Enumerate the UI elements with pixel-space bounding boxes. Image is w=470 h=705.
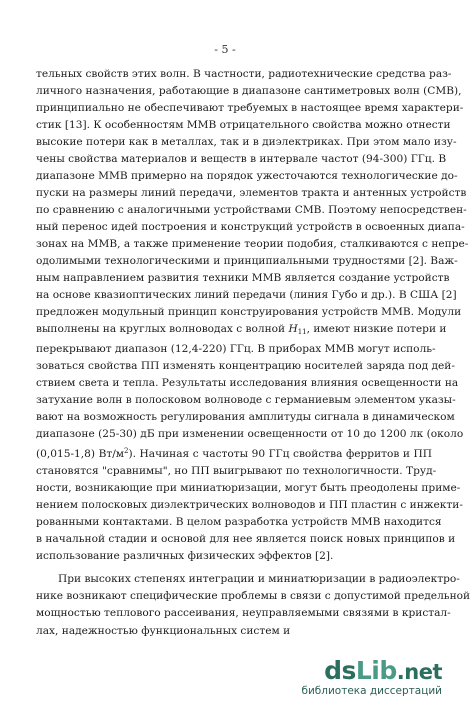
watermark-logo-tld: .net: [396, 660, 442, 684]
document-text: [36, 66, 470, 640]
text-line: рованными контактами. В целом разработка устройств ММВ находится: [36, 516, 442, 529]
watermark-logo-ds: ds: [324, 656, 356, 685]
text-line: личного назначения, работающие в диапазоне сантиметровых волн (СМВ),: [36, 85, 462, 98]
mode-subscript: 11: [297, 328, 307, 337]
text-line: мощностью теплового рассеивания, неуправляемыми связями в кристал-: [36, 607, 451, 620]
text-line: перекрывают диапазон (12,4-220) ГГц. В приборах ММВ могут исполь-: [36, 343, 436, 356]
text-line: в начальной стадии и основой для нее является поиск новых принципов и: [36, 533, 456, 546]
text-line: чены свойства материалов и веществ в интервале частот (94-300) ГГц. В: [36, 153, 447, 166]
text-line: использование различных физических эффектов [2].: [36, 550, 334, 563]
watermark-logo-lib: Lib: [355, 656, 397, 685]
text-line: предложен модульный принцип конструирования устройств ММВ. Модули: [36, 306, 462, 319]
text-fragment: (0,015-1,8) Вт/м: [36, 448, 125, 461]
text-line: ный перенос идей построения и конструкций устройств в освоенных диапа-: [36, 221, 465, 234]
text-line: диапазоне (25-30) дБ при изменении освещенности от 10 до 1200 лк (около: [36, 428, 464, 441]
text-fragment: ). Начиная с частоты 90 ГГц свойства ферритов и ПП: [128, 448, 432, 461]
text-line: пуски на размеры линий передачи, элементов тракта и антенных устройств: [36, 187, 467, 200]
text-line: тельных свойств этих волн. В частности, радиотехнические средства раз-: [36, 68, 452, 80]
text-line: становятся "сравнимы", но ПП выигрывают по технологичности. Труд-: [36, 465, 437, 478]
text-line: стик [13]. К особенностям ММВ отрицательного свойства можно отнести: [36, 119, 451, 132]
text-line: вают на возможность регулирования амплитуды сигнала в динамическом: [36, 411, 455, 424]
text-line: затухание волн в полосковом волноводе с германиевым элементом указы-: [36, 394, 456, 407]
text-line: ствием света и тепла. Результаты исследования влияния освещенности на: [36, 377, 459, 390]
text-fragment: выполнены на круглых волноводах с волной: [36, 323, 289, 336]
text-line: ности, возникающие при миниатюризации, могут быть преодолены приме-: [36, 482, 461, 495]
text-line-with-mode-symbol: [36, 321, 447, 341]
watermark-caption: библиотека диссертаций: [301, 685, 442, 697]
text-line: по сравнению с аналогичными устройствами СМВ. Поэтому непосредствен-: [36, 204, 467, 217]
dslib-watermark: [252, 657, 442, 701]
text-line: диапазоне ММВ примерно на порядок ужесточаются технологические до-: [36, 170, 458, 183]
text-line: зоваться свойства ПП изменять концентрацию носителей заряда под дей-: [36, 360, 455, 373]
page-number: - 5 -: [214, 43, 236, 56]
text-line: на основе квазиоптических линий передачи (линия Губо и др.). В США [2]: [36, 289, 457, 302]
unit-superscript: 2: [124, 447, 129, 456]
text-line-with-unit: [36, 443, 432, 463]
text-line: нике возникают специфические проблемы в связи с допустимой предельной: [36, 590, 470, 603]
text-line: лах, надежностью функциональных систем и: [36, 624, 291, 637]
mode-symbol: H: [288, 323, 298, 336]
text-line: ным направлением развития техники ММВ является создание устройств: [36, 272, 450, 285]
text-line: принципиально не обеспечивают требуемых в настоящее время характери-: [36, 102, 464, 115]
text-line: одолимыми технологическими и принципиальными трудностями [2]. Важ-: [36, 255, 458, 268]
text-line: высокие потери как в металлах, так и в диэлектриках. При этом мало изу-: [36, 136, 457, 149]
watermark-logo: [324, 657, 442, 685]
text-line: зонах на ММВ, а также применение теории подобия, сталкиваются с непре-: [36, 238, 469, 251]
text-line: При высоких степенях интеграции и миниатюризации в радиоэлектро-: [58, 573, 460, 586]
text-fragment: , имеют низкие потери и: [306, 323, 447, 336]
text-line: нением полосковых диэлектрических волноводов и ПП пластин с инжекти-: [36, 499, 463, 512]
